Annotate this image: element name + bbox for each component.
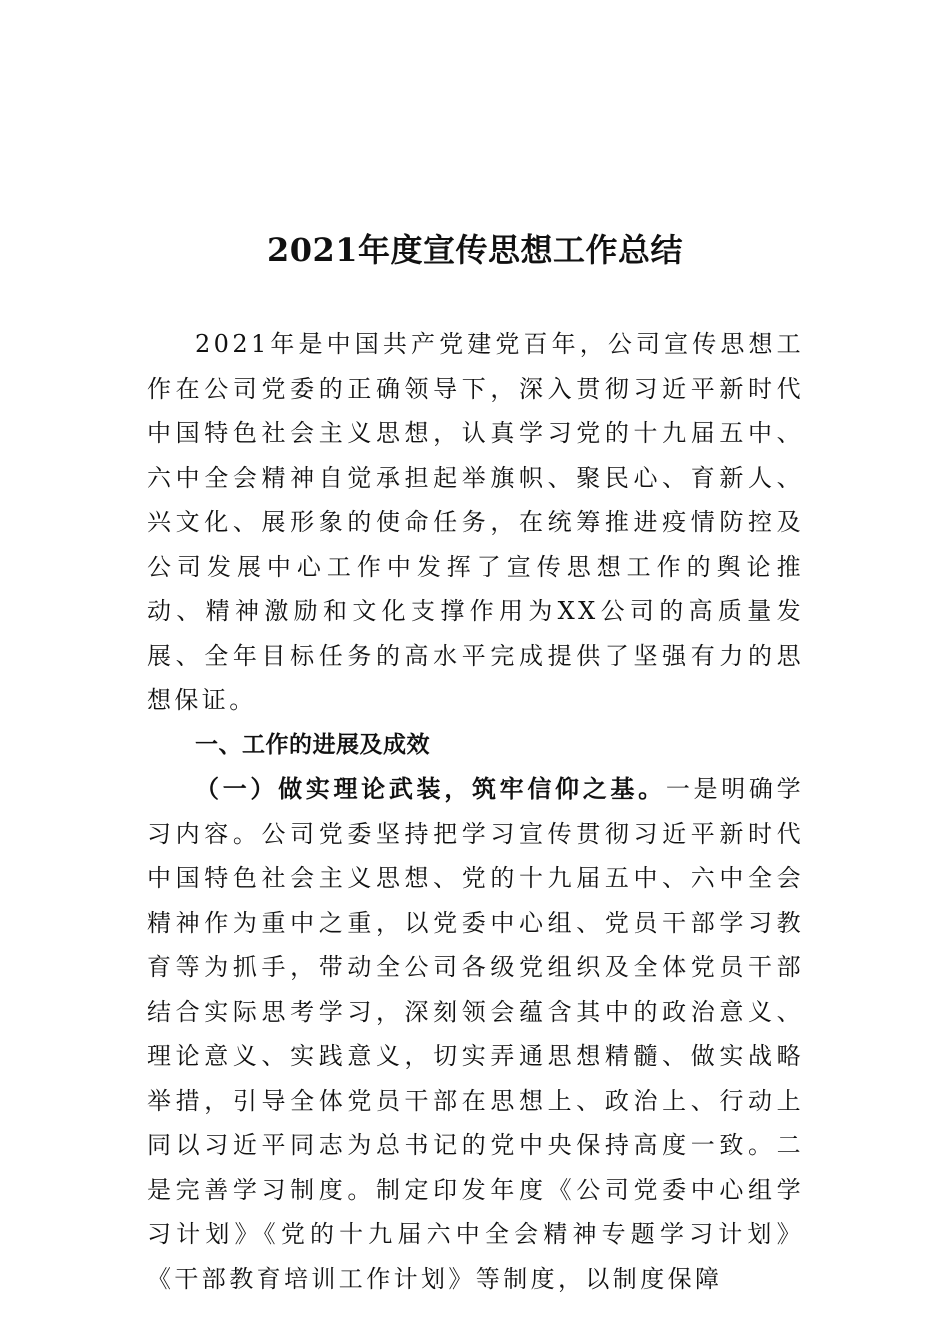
intro-paragraph: 2021年是中国共产党建党百年，公司宣传思想工作在公司党委的正确领导下，深入贯彻习近平新时代中国特色社会主义思想，认真学习党的十九届五中、六中全会精神自觉承担起举旗帜、聚民心、育新人、兴文化、展形象的使命任务，在统筹推进疫情防控及公司发展中心工作中发挥了宣传思想工作的舆论推动、精神激励和文化支撑作用为XX公司的高质量发展、全年目标任务的高水平完成提供了坚强有力的思想保证。 xyxy=(147,330,804,714)
subsection-text: 一是明确学习内容。公司党委坚持把学习宣传贯彻习近平新时代中国特色社会主义思想、党的十九届五中、六中全会精神作为重中之重，以党委中心组、党员干部学习教育等为抓手，带动全公司各级党组织及全体党员干部结合实际思考学习，深刻领会蕴含其中的政治意义、理论意义、实践意义，切实弄通思想精髓、做实战略举措，引导全体党员干部在思想上、政治上、行动上同以习近平同志为总书记的党中央保持高度一致。二是完善学习制度。制定印发年度《公司党委中心组学习计划》《党的十九届六中全会精神专题学习计划》《干部教育培训工作计划》等制度，以制度保障 xyxy=(147,775,804,1293)
document-body xyxy=(147,322,804,1301)
subsection-lead: （一）做实理论武装，筑牢信仰之基。 xyxy=(195,774,666,803)
document-title: 2021年度宣传思想工作总结 xyxy=(266,231,684,269)
section-heading: 一、工作的进展及成效 xyxy=(195,731,430,758)
subsection-paragraph xyxy=(147,767,804,1301)
